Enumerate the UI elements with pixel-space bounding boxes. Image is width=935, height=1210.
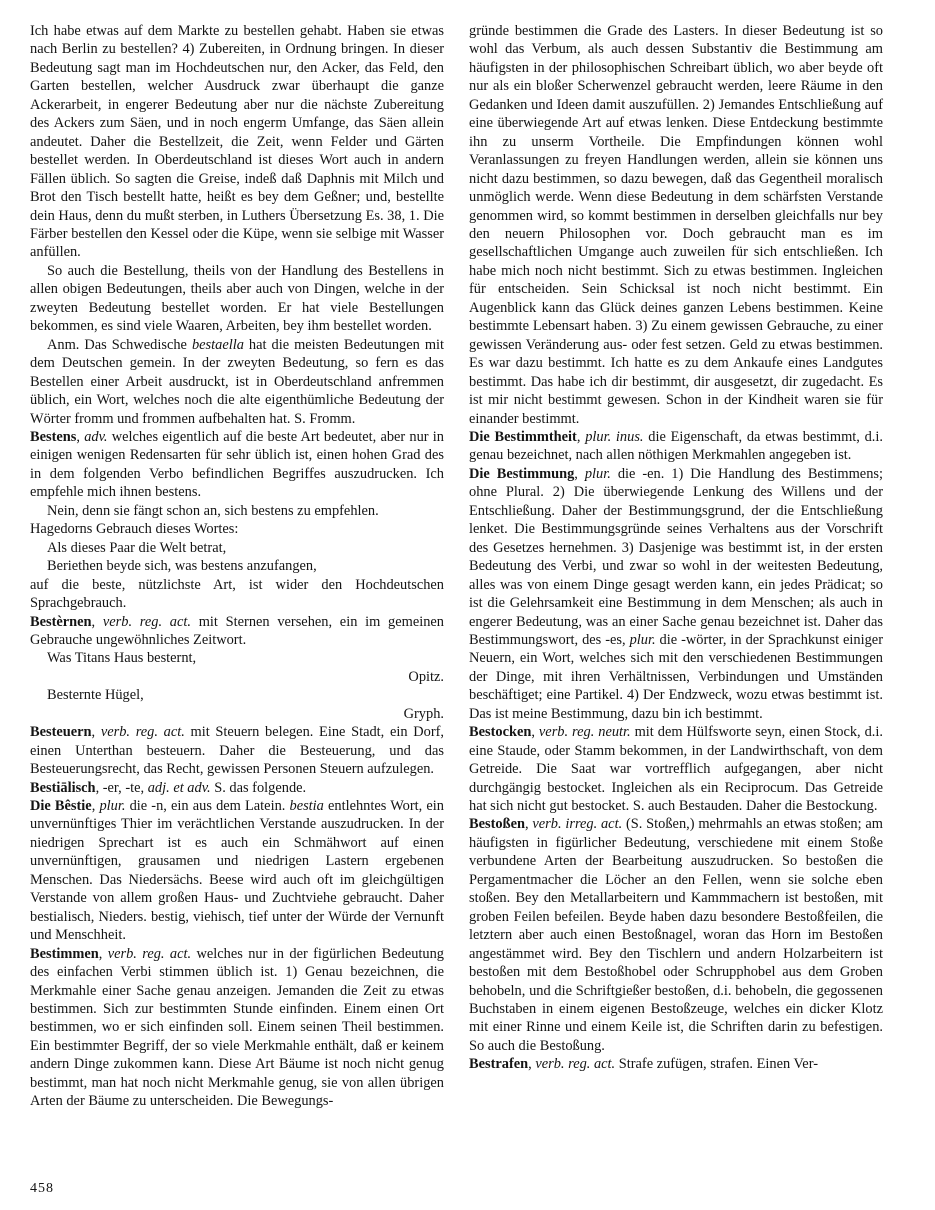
grammar-label: plur.	[99, 798, 126, 815]
headword: Bestrafen	[469, 1056, 529, 1073]
headword: Bestimmen	[30, 945, 99, 962]
text-run: , -er, -te,	[95, 779, 148, 796]
dictionary-entry	[469, 1055, 883, 1073]
dictionary-entry	[469, 465, 883, 723]
text-run: Was Titans Haus besternt,	[47, 650, 197, 667]
headword: Bestoßen	[469, 816, 525, 833]
text-run: So auch die Bestellung, theils von der Handlung des Bestellens in allen obigen Bedeutungen, theils aber auch von Dingen, welche in der zweyten Bedeutung bestellet worden. Er hat viele Bestellungen bekommen, es sind viele Waaren, Arbeiten, bey ihm bestellet worden.	[30, 262, 444, 335]
text-run: mit Sternen versehen, ein im gemeinen Gebrauche ungewöhnliches Zeitwort.	[30, 613, 444, 648]
text-run: gründe bestimmen die Grade des Lasters. In dieser Bedeutung ist so wohl das Verbum, als auch dessen Substantiv die Bestimmung am häufigsten in der philosophischen Schreibart üblich, wo aber beyde oft nur als ein bloßer Scherwenzel gebraucht werden, leere Räume in den Gedanken und Ideen damit auszufüllen. 2) Jemandes Entschließung auf eine überwiegende Art auf etwas lenken. Diese Entdeckung bestimmte ihn zu unserm Vortheile. Die Empfindungen können wohl Veranlassungen zu freyen Handlungen werden, allein sie können uns nicht dazu bestimmen, so dazu bewegen, daß das Gegentheil moralisch unmöglich werde. Wenn diese Bedeutung in dem schärfsten Verstande genommen wird, so kommt bestimmen in derselben gleichfalls nur bey den neuern Philosophen vor. Doch gebraucht man es im gesellschaftlichen Umgange auch zuweilen für sich entschließen. Ich habe mich noch nicht bestimmt. Sich zu etwas bestimmen. Ingleichen für entscheiden. Sein Schicksal ist noch nicht bestimmt. Ein Augenblick kann das Glück deines ganzen Lebens bestimmen. Keine bestimmte Lebensart haben. 3) Zu einem gewissen Gebrauche, zu einer gewissen Veränderung aus- oder fest setzen. Geld zu etwas bestimmen. Es war dazu bestimmt. Ich hatte es zu dem Ankaufe eines Landgutes bestimmt. Das habe ich dir bestimmt, dir ausgesetzt, dir zugedacht. Es ist mir nicht bestimmt gewesen. Schon in der Kindheit waren sie für einander bestimmt.	[469, 23, 883, 427]
right-column	[469, 22, 883, 1111]
text-run: ,	[91, 613, 103, 630]
paragraph	[30, 336, 444, 428]
text-run: welches eigentlich auf die beste Art bedeutet, aber nur in einigen wenigen Redensarten für sehr üblich ist, einen hohen Grad des in dem folgenden Verbo befindlichen Begriffes auszudrucken. Ich empfehle mich ihnen bestens.	[30, 428, 444, 501]
paragraph-continuation	[30, 520, 444, 538]
grammar-label: plur.	[629, 631, 656, 648]
text-run: die -wörter, in der Sprachkunst einiger Neuern, ein Wort, welches sich mit den verschiedenen Bestimmungen der Dinge, mit ihren Verhältnissen, Verbindungen und Umständen beschäftiget; eine Partikel. 4) Der Endzweck, wozu etwas bestimmt ist. Das ist meine Bestimmung, dazu bin ich bestimmt.	[469, 631, 883, 722]
dictionary-entry	[30, 428, 444, 502]
text-run: S. das folgende.	[210, 779, 307, 796]
dictionary-entry	[30, 779, 444, 797]
text-run: ,	[531, 724, 539, 741]
dictionary-entry	[30, 723, 444, 778]
text-run: Als dieses Paar die Welt betrat,	[47, 539, 227, 556]
text-run: ,	[98, 945, 108, 962]
text-run: die -en. 1) Die Handlung des Bestimmens; ohne Plural. 2) Die überwiegende Lenkung des Willens und der Entschließung. Daher der Bestimmungsgrund, der die Entschließung lenket. Die Bestimmungsgründe seines Verhaltens aus der Vorschrift des Gesetzes hernehmen. 3) Dasjenige was bestimmt ist, in der ersten Bedeutung des Verbi, und zwar so wohl in der weitesten Bedeutung, alles was von einem Dinge gesagt werden kann, ein jedes Prädicat; so ist die Gelehrsamkeit eine Bestimmung in dem Menschen; als auch in engerer Bedeutung, was an einer Sache genau bezeichnet ist. Daher das Bestimmungswort, des -es,	[469, 465, 883, 648]
text-run: Opitz.	[408, 668, 444, 685]
text-run: entlehntes Wort, ein unvernünftiges Thier im verächtlichen Verstande auszudrucken. In der niedrigen Sprechart ist es auch ein Schmähwort auf einen unvernünftigen, grausamen und niedrigen Lastern ergebenen Menschen. Das Niedersächs. Beese wird auch oft im gleichgültigen Verstande von allem großen Haus- und Zuchtviehe gebraucht. Daher bestialisch, Nieders. bestig, viehisch, tief unter der Würde der Vernunft und Menschheit.	[30, 798, 444, 944]
verse-attribution	[30, 668, 444, 686]
text-run: ,	[76, 428, 85, 445]
headword: Die Bestimmtheit	[469, 428, 577, 445]
text-run: auf die beste, nützlichste Art, ist wider den Hochdeutschen Sprachgebrauch.	[30, 576, 444, 612]
paragraph-continuation	[30, 576, 444, 613]
paragraph	[30, 262, 444, 336]
dictionary-entry	[30, 945, 444, 1111]
verse-line	[30, 502, 444, 520]
dictionary-entry	[469, 723, 883, 815]
verse-line	[30, 649, 444, 667]
paragraph-continuation	[469, 22, 883, 428]
verse-line	[30, 539, 444, 557]
text-run: (S. Stoßen,) mehrmahls an etwas stoßen; am häufigsten in figürlicher Bedeutung, verschiedene mit einem Stoße verbundene Arten der Bearbeitung auszudrucken. So bestoßen die Pergamentmacher die Löcher an den Fellen, wenn sie solche eben stoßen. Bey den Metallarbeitern und Kammmachern ist bestoßen, mit groben Feilen befeilen. Beyde haben dazu besondere Bestoßfeilen, die letztern aber auch einen Bestoßnagel, woran das Horn im Bestoßen angestämmet wird. Bey den Tischlern und andern Holzarbeitern ist bestoßen mit dem Bestoßhobel oder Schrupphobel aus dem Groben behobeln, und die Schriftgießer bestoßen, d.i. behobeln, die gegossenen Buchstaben in einem eigenen Bestoßzeuge, welches ein dicker Klotz mit einer Rinne und einem Keile ist, die Schriften darin zu befestigen. So auch die Bestoßung.	[469, 816, 883, 1054]
text-run: Beriethen beyde sich, was bestens anzufangen,	[47, 558, 317, 575]
text-run: welches nur in der figürlichen Bedeutung des einfachen Verbi stimmen üblich ist. 1) Genau bezeichnen, die Merkmahle einer Sache genau anzeigen. Jemanden die Zeit zu etwas bestimmen. Sich zur bestimmten Stunde einfinden. Einem einen Ort bestimmen, wo er sich einfinden soll. Einem seinen Theil bestimmen. Ein bestimmter Begriff, der so viele Merkmahle enthält, daß er keinem andern Dinge zukommen kann. Diese Art Bäume ist noch nicht genug bestimmt, man hat noch nicht Merkmahle genug, sie von allen übrigen Arten der Bäume zu unterscheiden. Die Bewegungs-	[30, 945, 444, 1110]
paragraph-continuation	[30, 22, 444, 262]
grammar-label: verb. reg. act.	[100, 724, 185, 741]
headword: Bestens	[30, 428, 77, 445]
text-run: Ich habe etwas auf dem Markte zu bestellen gehabt. Haben sie etwas nach Berlin zu bestellen? 4) Zubereiten, in Ordnung bringen. In dieser Bedeutung sagt man im Hochdeutschen nur, den Acker, das Feld, den Garten bestellen, welcher Ausdruck zwar überhaupt die ganze Ackerarbeit, in engerer Bedeutung aber nur die nächste Zubereitung des Ackers zum Säen, und in noch engerm Umfange, das Säen allein andeutet. Daher die Bestellzeit, die Zeit, wenn Felder und Gärten bestellet werden. In Oberdeutschland ist dieses Wort auch in andern Fällen üblich. So sagten die Greise, indeß daß Daphnis mit Milch und Brot den Tisch bestellt hatte, heißt es bey dem Geßner; und, bestellte dein Haus, denn du mußt sterben, in Luthers Übersetzung Es. 38, 1. Die Färber bestellen den Kessel oder die Küpe, wenn sie selbige mit Wasser anfüllen.	[30, 23, 444, 261]
text-run: Gryph.	[403, 705, 444, 722]
headword: Bestocken	[469, 724, 532, 741]
headword: Bestèrnen	[30, 613, 92, 630]
text-run: Nein, denn sie fängt schon an, sich bestens zu empfehlen.	[47, 502, 379, 519]
headword: Die Bestimmung	[469, 465, 575, 482]
dictionary-entry	[30, 797, 444, 945]
dictionary-entry	[469, 815, 883, 1055]
text-run: die Eigenschaft, da etwas bestimmt, d.i. genau bezeichnet, nach allen nöthigen Merkmahlen angegeben ist.	[469, 428, 883, 464]
grammar-label: verb. reg. act.	[107, 945, 192, 962]
grammar-label: verb. reg. act.	[102, 613, 191, 630]
text-run: ,	[574, 465, 585, 482]
text-run: hat die meisten Bedeutungen mit dem Deutschen gemein. In der zweyten Bedeutung, so fern es das Bestellen einer Arbeit ausdruckt, ist in Oberdeutschland anfremmen üblich, ein Wort, welches noch die alte eigenthümliche Bedeutung der Wörter fromm und frommen aufbehalten hat. S. Fromm.	[30, 336, 445, 427]
text-run: mit dem Hülfsworte seyn, einen Stock, d.i. eine Staude, oder Stamm bekommen, in der Landwirthschaft, von dem Getreide. Die Saat war vortrefflich aufgegangen, aber nicht durchgängig bestocket. Ingleichen als ein Reciprocum. Das Getreide hat sich nicht gut bestocket. S. auch Bestauden. Daher die Bestockung.	[469, 724, 883, 815]
text-run: ,	[528, 1056, 536, 1073]
verse-attribution	[30, 705, 444, 723]
grammar-label: bestia	[289, 798, 324, 815]
text-run: ,	[91, 724, 101, 741]
grammar-label: verb. irreg. act.	[532, 816, 623, 833]
text-run: ,	[576, 428, 586, 445]
headword: Die Bêstie	[30, 798, 92, 815]
text-run: ,	[524, 816, 533, 833]
dictionary-entry	[30, 613, 444, 650]
page-number: 458	[30, 1180, 54, 1196]
grammar-label: adj. et adv.	[147, 779, 211, 796]
grammar-label: verb. reg. neutr.	[538, 724, 631, 741]
grammar-label: adv.	[84, 428, 108, 445]
text-run: mit Steuern belegen. Eine Stadt, ein Dorf, einen Unterthan besteuern. Daher die Besteuerung, und das Besteuerungsrecht, das Recht, gewissen Personen Steuern aufzulegen.	[30, 724, 445, 778]
text-run: die -n, ein aus dem Latein.	[125, 798, 290, 815]
text-columns	[30, 22, 935, 1111]
text-run: Anm. Das Schwedische	[47, 336, 192, 353]
dictionary-entry	[469, 428, 883, 465]
headword: Bestiālisch	[30, 779, 96, 796]
grammar-label: plur. inus.	[585, 428, 644, 445]
left-column	[30, 22, 444, 1111]
grammar-label: verb. reg. act.	[535, 1056, 616, 1073]
text-run: Besternte Hügel,	[47, 687, 144, 704]
grammar-label: bestaella	[191, 336, 244, 353]
verse-line	[30, 686, 444, 704]
text-run: Hagedorns Gebrauch dieses Wortes:	[30, 521, 239, 538]
verse-line	[30, 557, 444, 575]
headword: Besteuern	[30, 724, 92, 741]
text-run: ,	[91, 798, 100, 815]
text-run: Strafe zufügen, strafen. Einen Ver-	[615, 1056, 818, 1073]
grammar-label: plur.	[584, 465, 611, 482]
